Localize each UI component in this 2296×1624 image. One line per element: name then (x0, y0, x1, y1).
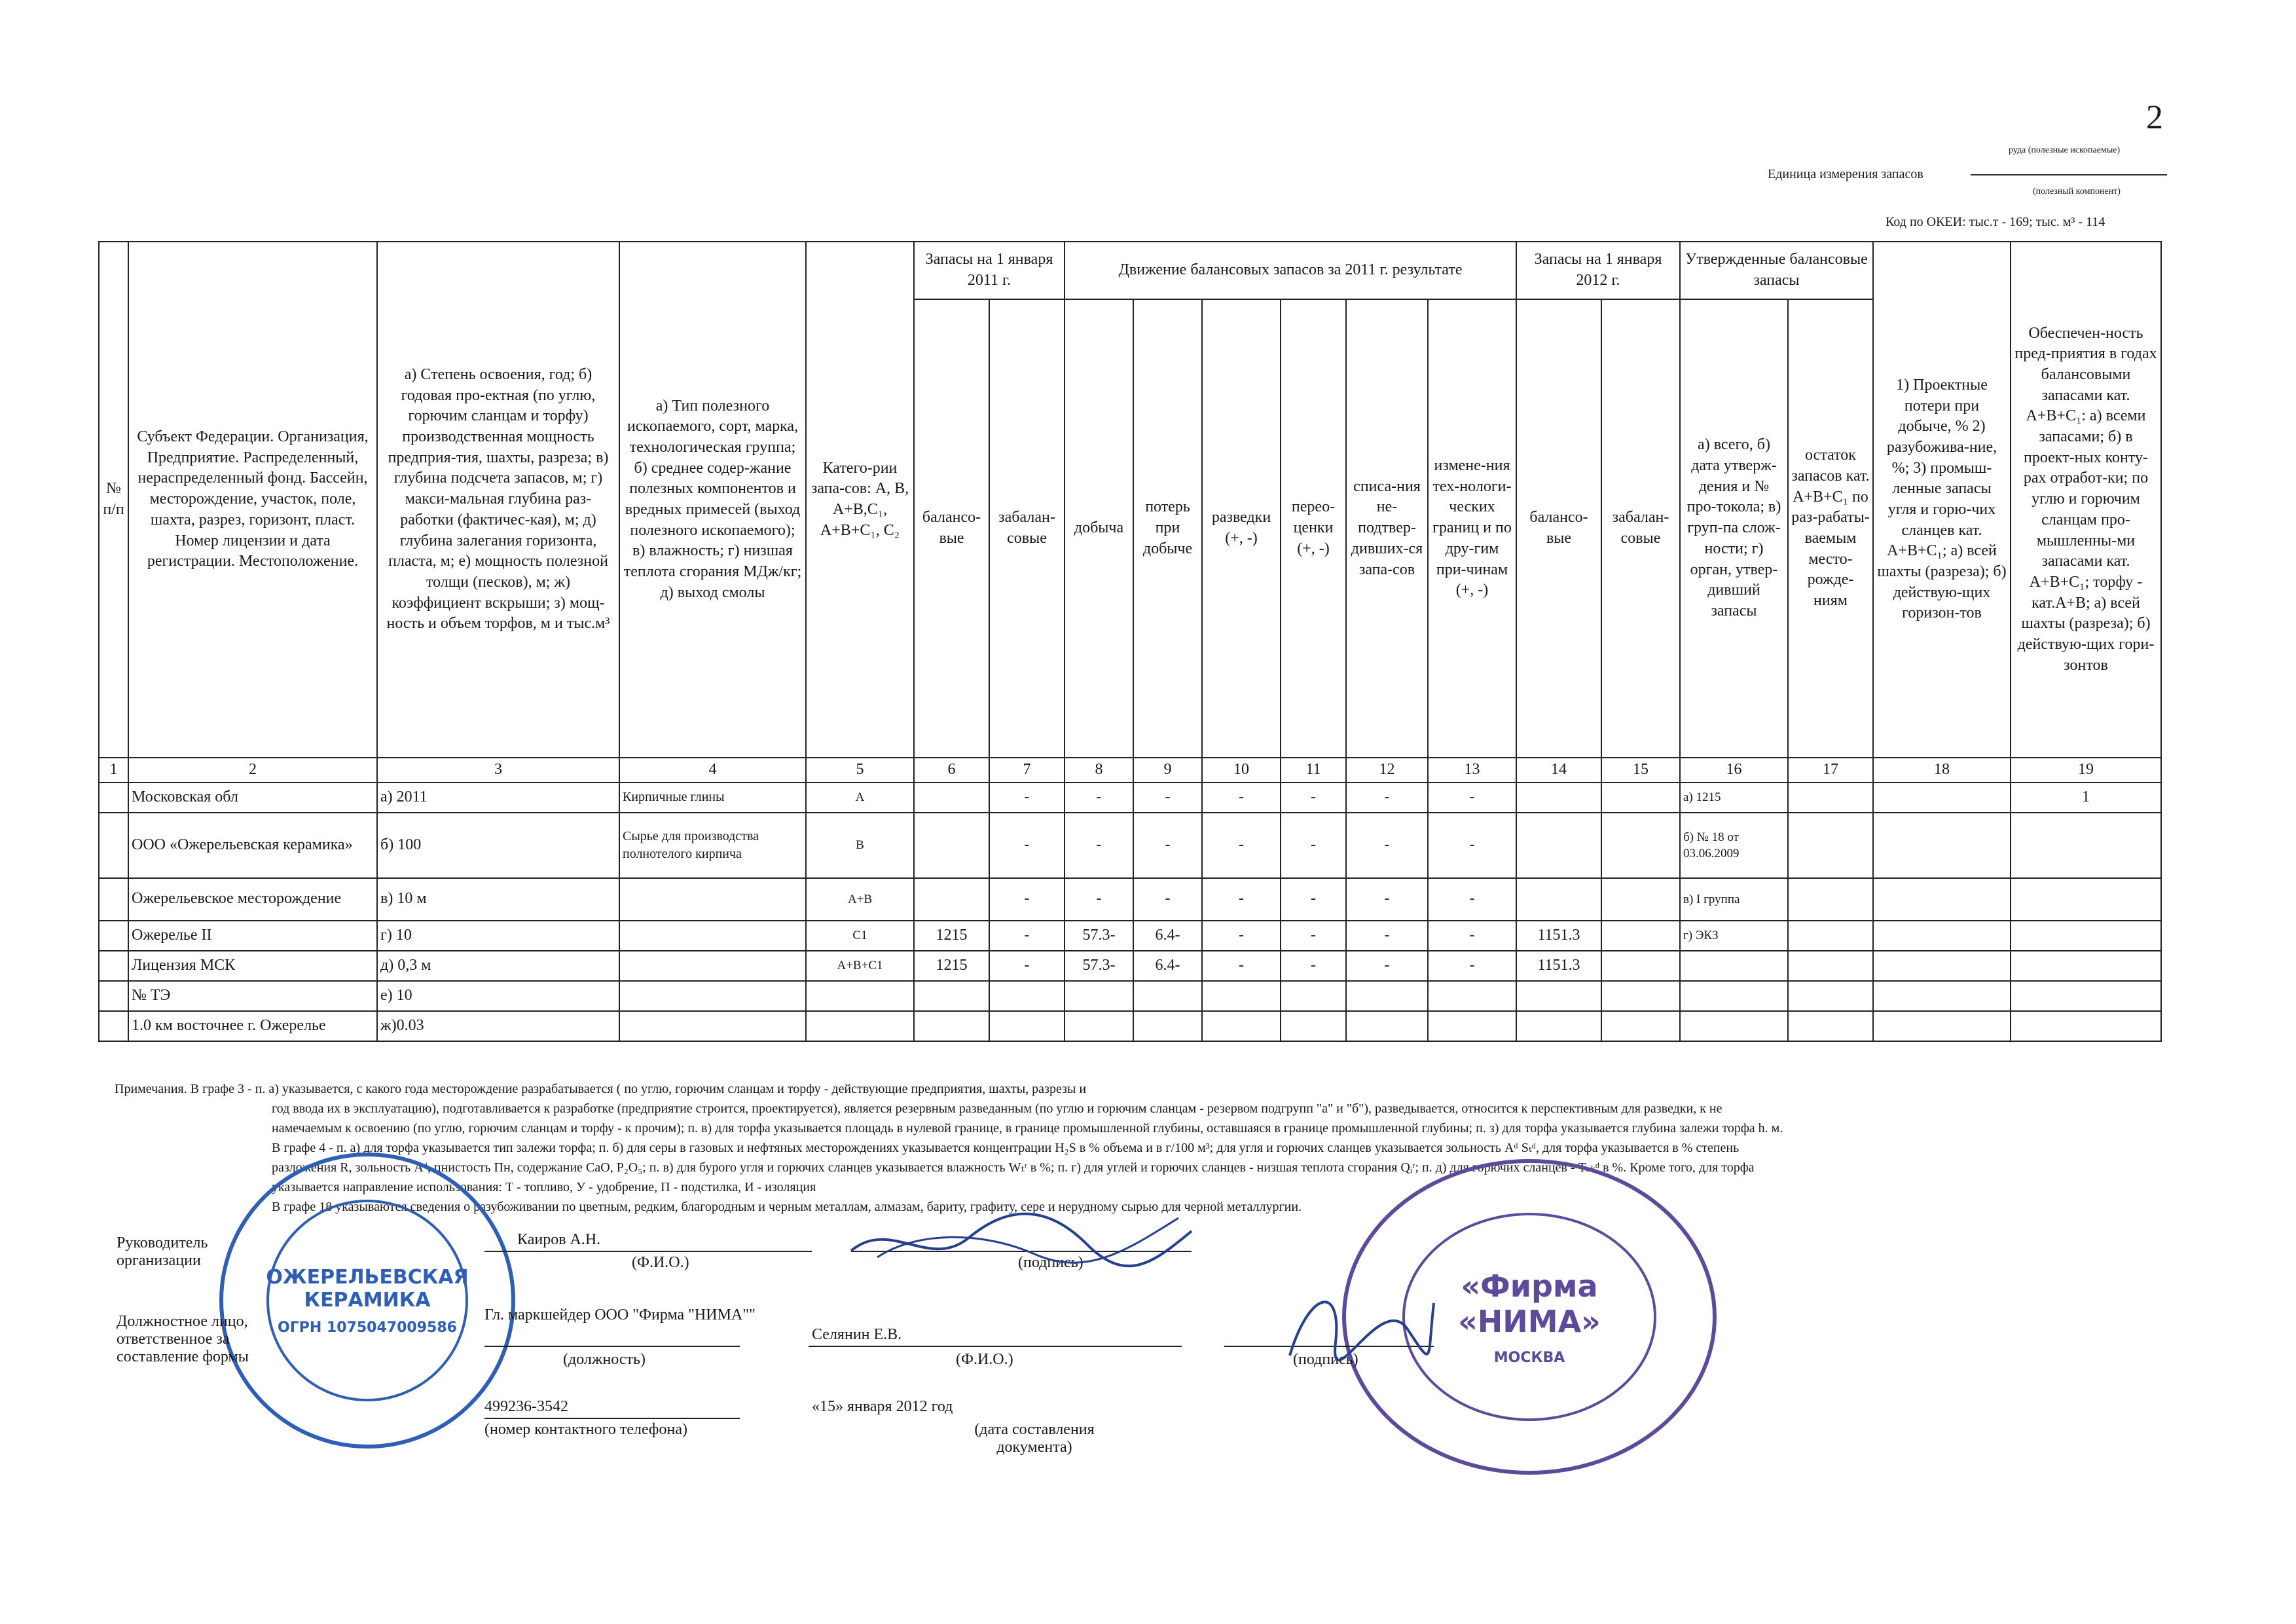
head-name-line (484, 1251, 812, 1252)
table-cell-c16: г) ЭКЗ (1680, 921, 1788, 951)
table-cell-c12: - (1346, 921, 1428, 951)
table-cell-c10: - (1202, 878, 1281, 921)
responsible-label: Должностное лицо, ответственное за составление формы (117, 1313, 249, 1365)
table-cell-c4 (619, 921, 806, 951)
table-cell-c15 (1601, 1011, 1680, 1041)
table-cell-c2: № ТЭ (128, 981, 377, 1011)
table-cell-c16 (1680, 951, 1788, 981)
table-cell-c11 (1281, 1011, 1346, 1041)
table-cell-c9 (1133, 1011, 1202, 1041)
col-header-2: Субъект Федерации. Организация, Предприятие. Распределенный, нераспределенный фонд. Бассейн, месторождение, участок, поле, шахта, разрез, горизонт, пласт. Номер лицензии и дата регистрации. Местоположение. (128, 242, 377, 758)
table-cell-c11: - (1281, 921, 1346, 951)
group-header-approved: Утвержденные балансовые запасы (1680, 242, 1873, 299)
col-number: 5 (806, 758, 914, 783)
col-header-7: забалан-совые (989, 299, 1065, 758)
table-cell (99, 1011, 128, 1041)
table-cell-c13: - (1428, 878, 1516, 921)
table-cell-c18 (1873, 878, 2011, 921)
table-cell-c3: в) 10 м (377, 878, 619, 921)
head-name: Каиров А.Н. (517, 1231, 601, 1248)
table-cell-c12: - (1346, 813, 1428, 878)
col-number: 13 (1428, 758, 1516, 783)
table-cell-c17 (1788, 878, 1873, 921)
document-date: «15» января 2012 год (812, 1398, 953, 1415)
phone-caption: (номер контактного телефона) (484, 1421, 687, 1438)
table-cell-c16: а) 1215 (1680, 783, 1788, 813)
table-cell-c14: 1151.3 (1516, 951, 1601, 981)
table-cell-c4 (619, 981, 806, 1011)
col-number: 4 (619, 758, 806, 783)
table-cell-c19: 1 (2011, 783, 2161, 813)
table-cell-c5 (806, 1011, 914, 1041)
table-cell-c11: - (1281, 878, 1346, 921)
responsible-fio-caption: (Ф.И.О.) (956, 1351, 1013, 1368)
col-number: 1 (99, 758, 128, 783)
col-number: 16 (1680, 758, 1788, 783)
stamp-right-inner (1402, 1213, 1656, 1421)
table-cell-c2: Лицензия МСК (128, 951, 377, 981)
col-number: 14 (1516, 758, 1601, 783)
table-row (99, 783, 2161, 813)
table-cell-c7: - (989, 921, 1065, 951)
table-cell (99, 783, 128, 813)
table-cell-c3: е) 10 (377, 981, 619, 1011)
col-number: 3 (377, 758, 619, 783)
table-cell-c17 (1788, 813, 1873, 878)
table-cell-c6: 1215 (914, 921, 989, 951)
table-cell-c15 (1601, 981, 1680, 1011)
table-row (99, 951, 2161, 981)
table-cell-c4 (619, 1011, 806, 1041)
table-cell-c7 (989, 1011, 1065, 1041)
table-cell-c6 (914, 1011, 989, 1041)
table-cell-c10 (1202, 1011, 1281, 1041)
table-cell-c8 (1065, 981, 1133, 1011)
group-header-movement: Движение балансовых запасов за 2011 г. результате (1065, 242, 1516, 299)
table-cell-c6 (914, 878, 989, 921)
reserves-table (98, 241, 2162, 1042)
col-header-17: остаток запасов кат. А+В+С₁ по раз-рабаты-ваемым место-рожде-ниям (1788, 299, 1873, 758)
reserves-table-wrap (98, 241, 2162, 1042)
responsible-signature-scribble (1270, 1264, 1440, 1382)
table-cell-c5: В (806, 813, 914, 878)
table-cell-c18 (1873, 813, 2011, 878)
col-number: 18 (1873, 758, 2011, 783)
table-cell-c9: 6.4- (1133, 921, 1202, 951)
table-cell-c18 (1873, 783, 2011, 813)
table-row (99, 1011, 2161, 1041)
col-number: 11 (1281, 758, 1346, 783)
table-cell-c18 (1873, 981, 2011, 1011)
phone-number: 499236-3542 (484, 1398, 568, 1415)
col-header-14: балансо-вые (1516, 299, 1601, 758)
table-cell-c12: - (1346, 951, 1428, 981)
table-cell (99, 921, 128, 951)
phone-line (484, 1418, 740, 1419)
table-cell-c7: - (989, 813, 1065, 878)
col-header-4: а) Тип полезного ископаемого, сорт, марка, технологическая группа; б) среднее содер-жание полезных компонентов и вредных примесей (выход полезного ископаемого); в) влажность; г) низшая теплота сгорания МДж/кг; д) выход смолы (619, 242, 806, 758)
table-cell-c15 (1601, 783, 1680, 813)
responsible-position: Гл. маркшейдер ООО "Фирма "НИМА"" (484, 1306, 756, 1323)
table-cell-c10: - (1202, 951, 1281, 981)
col-header-10: разведки (+, -) (1202, 299, 1281, 758)
table-cell-c14 (1516, 981, 1601, 1011)
note-line: Примечания. В графе 3 - п. а) указывается, с какого года месторождение разрабатывается ( по углю, горючим сланцам и торфу - действующие предприятия, шахты, разрезы и (115, 1082, 1087, 1096)
table-cell-c8 (1065, 1011, 1133, 1041)
table-cell-c19 (2011, 921, 2161, 951)
head-fio-caption: (Ф.И.О.) (632, 1254, 689, 1271)
table-body (99, 783, 2161, 1041)
col-header-16: а) всего, б) дата утверж-дения и № про-токола; в) груп-па слож-ности; г) орган, утвер-дивший запасы (1680, 299, 1788, 758)
table-cell-c6 (914, 813, 989, 878)
table-cell-c6 (914, 981, 989, 1011)
col-number: 8 (1065, 758, 1133, 783)
table-row (99, 921, 2161, 951)
table-cell-c19 (2011, 981, 2161, 1011)
table-cell-c17 (1788, 951, 1873, 981)
col-header-15: забалан-совые (1601, 299, 1680, 758)
table-cell-c10: - (1202, 921, 1281, 951)
col-header-19: Обеспечен-ность пред-приятия в годах балансовыми запасами кат. А+В+С₁: а) всеми запасами; б) в проект-ных конту-рах отработ-ки; по углю и горючим сланцам про-мышленны-ми запасами кат. А+В+С₁; торфу - кат.А+В; а) всей шахты (разреза); б) действую-щих гори-зонтов (2011, 242, 2161, 758)
note-line: В графе 18 указываются сведения о разубоживании по цветным, редким, благородным и черным металлам, алмазам, бариту, графиту, сере и нерудному сырью для черной металлургии. (272, 1200, 1302, 1214)
col-number: 6 (914, 758, 989, 783)
table-cell-c8: 57.3- (1065, 951, 1133, 981)
table-cell-c10 (1202, 981, 1281, 1011)
table-cell-c15 (1601, 921, 1680, 951)
table-cell-c5: А+В (806, 878, 914, 921)
table-cell-c15 (1601, 878, 1680, 921)
table-cell-c16: б) № 18 от 03.06.2009 (1680, 813, 1788, 878)
table-cell-c19 (2011, 813, 2161, 878)
table-cell-c8: 57.3- (1065, 921, 1133, 951)
table-cell-c12: - (1346, 783, 1428, 813)
table-cell-c8: - (1065, 878, 1133, 921)
col-header-12: списа-ния не-подтвер-дивших-ся запа-сов (1346, 299, 1428, 758)
note-line: указывается направление использования: Т - топливо, У - удобрение, П - подстилка, И - изоляция (272, 1180, 816, 1194)
table-cell-c11: - (1281, 783, 1346, 813)
col-number: 9 (1133, 758, 1202, 783)
table-cell-c16 (1680, 981, 1788, 1011)
responsible-sign-caption: (подпись) (1293, 1351, 1358, 1368)
col-header-5: Катего-рии запа-сов: А, В, А+В,С₁, А+В+С₁, С₂ (806, 242, 914, 758)
table-cell-c2: Ожерельевское месторождение (128, 878, 377, 921)
table-cell-c2: ООО «Ожерельевская керамика» (128, 813, 377, 878)
table-cell-c14 (1516, 1011, 1601, 1041)
note-line: разложения R, зольность Aᵈ, пнистость Пн, содержание CaO, P₂O₅; п. в) для бурого угля и горючих сланцев указывается влажность Wₜʳ в %; п. г) для углей и горючих сланцев - низшая теплота сгорания Qᵢʳ; п. д) для горючих сланцев - Tₛₖᵈ в %. Кроме того, для торфа (272, 1160, 1755, 1175)
table-cell-c5 (806, 981, 914, 1011)
unit-line (1971, 174, 2167, 175)
table-cell-c15 (1601, 951, 1680, 981)
table-cell-c4: Сырье для производства полнотелого кирпича (619, 813, 806, 878)
table-cell-c12 (1346, 981, 1428, 1011)
col-header-18: 1) Проектные потери при добыче, % 2) разубожива-ние, %; 3) промыш-ленные запасы угля и горю-чих сланцев кат. А+В+С₁; а) всей шахты (разреза); б) действую-щих горизон-тов (1873, 242, 2011, 758)
table-cell-c4 (619, 878, 806, 921)
table-row (99, 813, 2161, 878)
table-cell-c3: ж)0.03 (377, 1011, 619, 1041)
table-cell-c13: - (1428, 921, 1516, 951)
table-cell-c13 (1428, 1011, 1516, 1041)
table-cell-c9 (1133, 981, 1202, 1011)
table-cell-c3: г) 10 (377, 921, 619, 951)
col-header-3: а) Степень освоения, год; б) годовая про-ектная (по углю, горючим сланцам и торфу) производственная мощность предприя-тия, шахты, разреза; в) глубина подсчета запасов, м; г) макси-мальная глубина раз-работки (фактичес-кая), м; д) глубина залегания горизонта, пласта, м; е) мощность полезной толщи (песков), м; ж) коэффициент вскрыши; з) мощ-ность и объем торфов, м и тыс.м³ (377, 242, 619, 758)
col-header-6: балансо-вые (914, 299, 989, 758)
table-cell-c5: С1 (806, 921, 914, 951)
table-cell-c17 (1788, 783, 1873, 813)
table-cell-c11: - (1281, 813, 1346, 878)
table-cell-c8: - (1065, 813, 1133, 878)
table-cell-c14: 1151.3 (1516, 921, 1601, 951)
stamp-right-text: «Фирма «НИМА» (1458, 1268, 1601, 1339)
head-signature-scribble (838, 1192, 1205, 1277)
table-cell-c2: Ожерелье II (128, 921, 377, 951)
table-cell-c7: - (989, 878, 1065, 921)
table-cell-c6 (914, 783, 989, 813)
col-header-13: измене-ния тех-нологи-ческих границ и по дру-гим при-чинам (+, -) (1428, 299, 1516, 758)
table-cell-c13: - (1428, 813, 1516, 878)
table-cell-c11 (1281, 981, 1346, 1011)
table-cell-c7: - (989, 783, 1065, 813)
note-line: В графе 4 - п. а) для торфа указывается тип залежи торфа; п. б) для серы в газовых и нефтяных месторождениях указывается концентрации H₂S в % объема и в г/100 м³; для угля и горючих сланцев указывается зольность Aᵈ Sₜᵈ, для торфа указывается в % степень (272, 1141, 1740, 1155)
group-header-end: Запасы на 1 января 2012 г. (1516, 242, 1680, 299)
table-row (99, 981, 2161, 1011)
table-cell-c3: а) 2011 (377, 783, 619, 813)
table-cell (99, 878, 128, 921)
note-line: намечаемым к освоению (по углю, горючим сланцам и торфу - к прочим); п. в) для торфа указывается площадь в нулевой границе, в границе промышленной глубины, оставшаяся в границе промышленной глубины; п. з) для торфа указывается глубина залежи торфа h. м. (272, 1121, 1783, 1135)
col-number: 15 (1601, 758, 1680, 783)
okei-code: Код по ОКЕИ: тыс.т - 169; тыс. м³ - 114 (1886, 215, 2105, 229)
table-cell-c17 (1788, 981, 1873, 1011)
table-cell-c18 (1873, 951, 2011, 981)
table-cell-c5: А (806, 783, 914, 813)
head-label: Руководитель организации (117, 1234, 208, 1269)
table-cell-c14 (1516, 878, 1601, 921)
table-cell-c12 (1346, 1011, 1428, 1041)
unit-label: Единица измерения запасов (1768, 167, 1923, 181)
table-cell-c5: А+В+С1 (806, 951, 914, 981)
col-number: 2 (128, 758, 377, 783)
table-cell-c2: Московская обл (128, 783, 377, 813)
table-cell-c3: д) 0,3 м (377, 951, 619, 981)
table-cell-c6: 1215 (914, 951, 989, 981)
col-number: 12 (1346, 758, 1428, 783)
table-cell-c7: - (989, 951, 1065, 981)
table-cell-c9: - (1133, 813, 1202, 878)
page-number: 2 (2146, 99, 2163, 136)
table-cell-c15 (1601, 813, 1680, 878)
table-cell-c19 (2011, 951, 2161, 981)
table-cell (99, 951, 128, 981)
table-cell-c13: - (1428, 951, 1516, 981)
date-caption: (дата составления документа) (974, 1421, 1095, 1456)
table-cell-c10: - (1202, 813, 1281, 878)
table-cell-c13 (1428, 981, 1516, 1011)
table-cell-c19 (2011, 878, 2161, 921)
table-cell-c9: 6.4- (1133, 951, 1202, 981)
col-number: 7 (989, 758, 1065, 783)
table-cell-c10: - (1202, 783, 1281, 813)
mineral-caption: руда (полезные ископаемые) (2009, 145, 2121, 155)
col-number: 19 (2011, 758, 2161, 783)
stamp-right-city: МОСКВА (1493, 1349, 1565, 1366)
table-cell-c7 (989, 981, 1065, 1011)
table-cell-c12: - (1346, 878, 1428, 921)
table-cell-c11: - (1281, 951, 1346, 981)
column-number-row (99, 758, 2161, 783)
table-cell-c14 (1516, 783, 1601, 813)
stamp-left-ogrn: ОГРН 1075047009586 (278, 1319, 457, 1336)
table-cell-c13: - (1428, 783, 1516, 813)
col-number: 17 (1788, 758, 1873, 783)
header-row-1 (99, 242, 2161, 299)
table-cell-c8: - (1065, 783, 1133, 813)
table-cell-c2: 1.0 км восточнее г. Ожерелье (128, 1011, 377, 1041)
col-header-11: перео-ценки (+, -) (1281, 299, 1346, 758)
table-cell-c4 (619, 951, 806, 981)
table-cell-c4: Кирпичные глины (619, 783, 806, 813)
table-cell-c16: в) I группа (1680, 878, 1788, 921)
col-number: 10 (1202, 758, 1281, 783)
note-line: год ввода их в эксплуатацию), подготавливается к разработке (предприятие строится, проектируется), является резервным разведанным (по углю и горючим сланцам - резервом подгрупп "а" и "б"), разведывается, относится к перспективным для разведки, к не (272, 1101, 1722, 1116)
table-cell-c16 (1680, 1011, 1788, 1041)
responsible-name-line (809, 1346, 1182, 1347)
stamp-left-text: ОЖЕРЕЛЬЕВСКАЯ КЕРАМИКА (266, 1265, 469, 1312)
table-cell-c18 (1873, 921, 2011, 951)
table-cell (99, 981, 128, 1011)
table-cell-c18 (1873, 1011, 2011, 1041)
component-caption: (полезный компонент) (2033, 187, 2121, 196)
table-cell-c14 (1516, 813, 1601, 878)
position-caption: (должность) (563, 1351, 646, 1368)
table-cell-c17 (1788, 1011, 1873, 1041)
col-header-8: добыча (1065, 299, 1133, 758)
group-header-start: Запасы на 1 января 2011 г. (914, 242, 1065, 299)
table-cell-c3: б) 100 (377, 813, 619, 878)
position-line (484, 1346, 740, 1347)
table-cell-c17 (1788, 921, 1873, 951)
table-cell-c9: - (1133, 783, 1202, 813)
table-cell-c9: - (1133, 878, 1202, 921)
head-sign-caption: (подпись) (1018, 1254, 1084, 1271)
table-cell-c19 (2011, 1011, 2161, 1041)
company-stamp-left (219, 1153, 515, 1449)
col-header-1: № п/п (99, 242, 128, 758)
responsible-name: Селянин Е.В. (812, 1326, 902, 1343)
stamp-left-inner (266, 1200, 468, 1401)
table-row (99, 878, 2161, 921)
table-cell (99, 813, 128, 878)
col-header-9: потерь при добыче (1133, 299, 1202, 758)
